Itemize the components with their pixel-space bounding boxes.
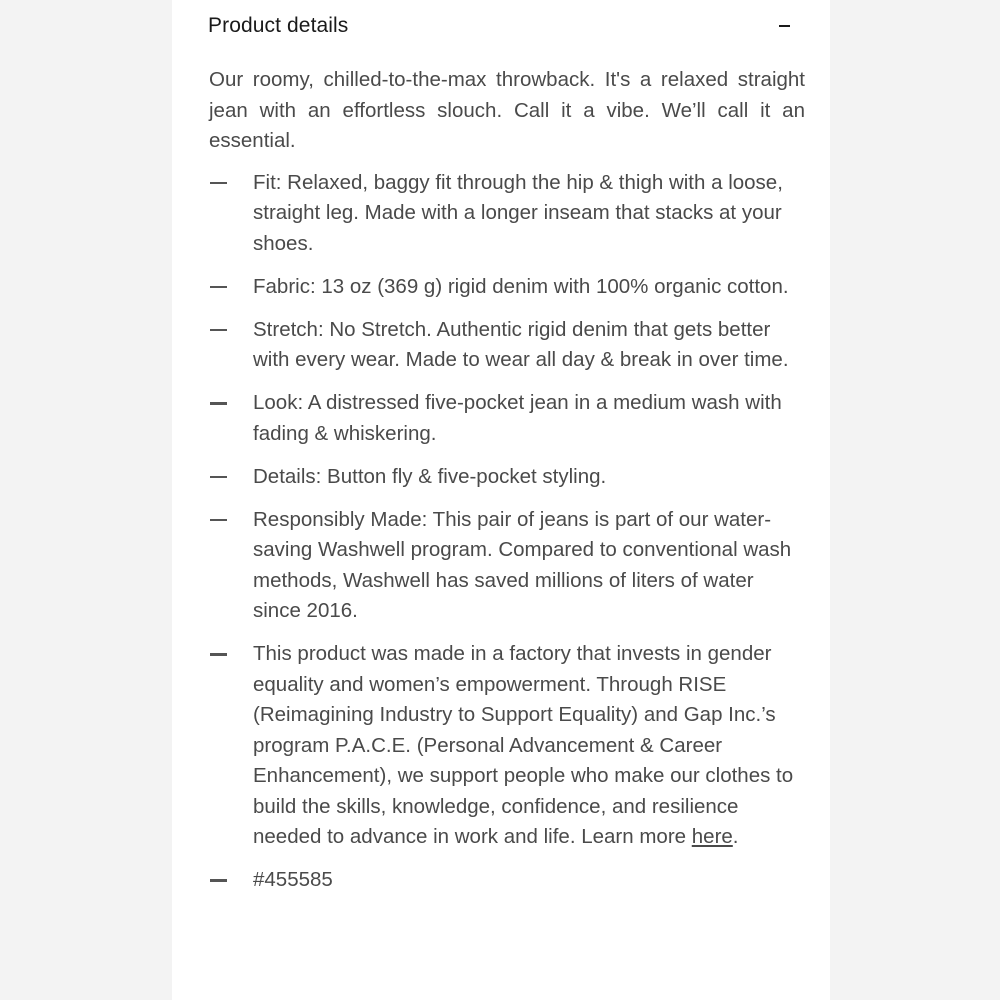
bullet-text: Fit: Relaxed, baggy fit through the hip & thigh with a loose, straight leg. Made with a longer inseam that stacks at your shoes. — [253, 170, 783, 255]
dash-icon — [210, 329, 227, 332]
learn-more-link[interactable]: here — [691, 825, 733, 848]
dash-icon — [210, 879, 227, 882]
list-item-stretch — [209, 315, 805, 376]
details-list — [209, 168, 805, 896]
bullet-text: Responsibly Made: This pair of jeans is part of our water-saving Washwell program. Compared to conventional wash methods, Washwell has saved millions of liters of water since 2016. — [253, 507, 792, 622]
bullet-text: Look: A distressed five-pocket jean in a medium wash with fading & whiskering. — [253, 391, 782, 445]
list-item-fit — [209, 168, 805, 260]
list-item-style-number — [209, 865, 805, 896]
dash-icon — [210, 182, 227, 185]
style-number: #455585 — [253, 868, 333, 891]
dash-icon — [210, 653, 227, 656]
product-description: Our roomy, chilled-to-the-max throwback. It's a relaxed straight jean with an effortless slouch. Call it a vibe. We’ll call it an essential. — [209, 68, 805, 152]
product-details-content — [209, 65, 805, 908]
link-suffix: . — [732, 825, 739, 848]
list-item-factory — [209, 639, 805, 853]
dash-icon — [210, 519, 227, 522]
minus-icon[interactable] — [779, 25, 790, 27]
product-details-accordion-header[interactable] — [208, 0, 798, 52]
bullet-text: This product was made in a factory that invests in gender equality and women’s empowerment. Through RISE (Reimagining Industry to Support Equality) and Gap Inc.’s program P.A.C.E. (Personal Advancement & Career Enhancement), we support people who make our clothes to build the skills, knowledge, confidence, and resilience needed to advance in work and life. Learn more — [253, 642, 794, 848]
list-item-responsibly-made — [209, 505, 805, 627]
list-item-look — [209, 388, 805, 449]
dash-icon — [210, 402, 227, 405]
dash-icon — [210, 476, 227, 479]
section-title: Product details — [208, 14, 349, 37]
list-item-details — [209, 462, 805, 493]
bullet-text: Fabric: 13 oz (369 g) rigid denim with 100% organic cotton. — [253, 274, 789, 298]
dash-icon — [210, 286, 227, 289]
product-details-panel — [172, 0, 830, 1000]
list-item-fabric — [209, 272, 805, 303]
bullet-text: Stretch: No Stretch. Authentic rigid denim that gets better with every wear. Made to wear all day & break in over time. — [253, 317, 789, 371]
bullet-text: Details: Button fly & five-pocket styling. — [253, 464, 607, 488]
